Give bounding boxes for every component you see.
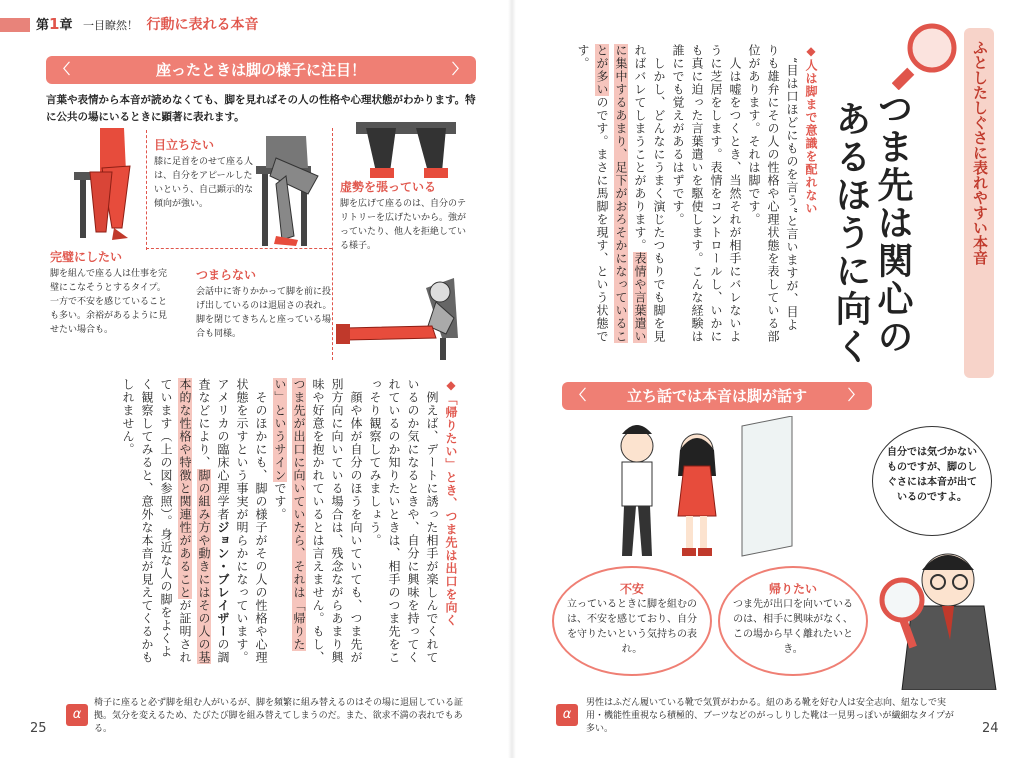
body-paragraph: の調査などにより、 (197, 378, 230, 664)
chapter-title: 行動に表れる本音 (146, 17, 259, 33)
body-paragraph: 例えば、デートに誘った相手が楽しんでくれているのか気になるときや、自分に興味を持ってくれているのか知りたいときは、相手のつま先をこっそり観察してみましょう。 (368, 378, 439, 664)
body-paragraph: が証明されています（上の図参照）。身近な人の脚をよくよく観察してみると、意外な本音が見えてくるかもしれません。 (121, 378, 192, 664)
chapter-number: 1 (49, 15, 60, 33)
caption-show-off (154, 138, 258, 211)
body-paragraph: “目は口ほどにものを言う”と言いますが、目よりも雄弁にその人の性格や心理状態を表している部位があります。それは脚です。 (747, 44, 799, 343)
divider (146, 130, 147, 250)
caption-text: 会話中に寄りかかって脚を前に投げ出しているのは退屈さの表れ。脚を閉じてきちんと座っている場合も同様。 (196, 287, 332, 339)
caption-title: 目立ちたい (154, 138, 215, 152)
magnifier-icon (892, 20, 962, 90)
body-paragraph: です。 (273, 482, 287, 521)
wide-legs-figure (346, 122, 476, 182)
body-bold: ジョン・ブレイザー (216, 521, 230, 638)
standing-couple-illustration (592, 416, 812, 566)
bubble-title: 不安 (619, 582, 644, 596)
footer-note: 男性はふだん履いている靴で気質がわかる。紐のある靴を好む人は安全志向、紐なしで実用・機能性重視なら積極的、ブーツなどのがっしりした靴は一見男っぽいが繊細なタイプが多い。 (586, 698, 954, 734)
plus-alpha-badge: α (66, 704, 88, 726)
body-highlight: 脚の組み方や動きにはその人の基本的な性格や特徴と関連性があること (178, 378, 211, 664)
bubble-text: 立っているときに脚を組むのは、不安を感じており、自分を守りたいという気持ちの表れ。 (567, 599, 697, 655)
ankle-on-knee-figure (246, 136, 326, 254)
sitting-illustrations (46, 128, 476, 360)
slouching-figure (336, 278, 476, 360)
caption-perfectionist (50, 250, 172, 337)
caption-bluff (340, 180, 474, 253)
chapter-suffix: 章 (59, 18, 73, 33)
caption-text: 脚を組んで座る人は仕事を完璧にこなそうとするタイプ。一方で不安を感じていることも多い。余裕があるように見せたい場合も。 (50, 269, 168, 335)
bubble-anxiety (552, 566, 712, 676)
body-highlight: つま先が出口に向いていたら、それは「帰りたい」というサイン (273, 378, 306, 651)
right-body-text (520, 44, 820, 344)
plus-alpha-badge: α (556, 704, 578, 726)
chapter-header (36, 14, 259, 34)
caption-text: 脚を広げて座るのは、自分のテリトリーを広げたいから。強がっていたり、他人を拒絶している様子。 (340, 199, 467, 251)
divider (332, 128, 333, 360)
body-paragraph: 顔や体が自分のほうを向いていても、つま先が別方向に向いている場合は、残念ながらあまり興味や好意を抱かれているとは言えません。もし、 (311, 378, 363, 664)
left-body-text (50, 378, 460, 668)
bubble-want-to-leave (718, 566, 868, 676)
section-banner-standing: 〈 立ち話では本音は脚が話す 〉 (562, 382, 872, 410)
page-number: 24 (982, 721, 999, 736)
page-number: 25 (30, 721, 47, 736)
speech-bubble: 自分では気づかないものですが、脚のしぐさには本音が出ているのですよ。 (872, 426, 992, 536)
body-paragraph: しかし、どんなにうまく演じたつもりでも脚を見ればバレてしまうことがあります。 (633, 44, 666, 343)
right-page (512, 0, 1024, 758)
chapter-sub: 一目瞭然！ (83, 19, 138, 32)
body-heading: ◆人は脚まで意識を配れない (804, 44, 818, 215)
footer-note: 椅子に座ると必ず脚を組む人がいるが、脚を頻繁に組み替えるのはその場に退屈している証拠。気分を変えるため、たびたび脚を組み替えてしまうのだ。また、欲求不満の表れでもある。 (94, 698, 464, 734)
caption-title: 完璧にしたい (50, 250, 123, 264)
body-paragraph: 人は嘘をつくとき、当然それが相手にバレないように芝居をします。表情をコントロールし、いかにも真に迫った言葉遣いを駆使します。こんな経験は誰にでも覚えがあるはずです。 (671, 44, 742, 343)
caption-title: つまらない (196, 268, 257, 282)
bubble-title: 帰りたい (768, 582, 817, 596)
chapter-marker (0, 18, 30, 32)
body-paragraph: のです。まさに馬脚を現す、という状態です。 (576, 44, 609, 343)
body-heading: ◆「帰りたい」とき、つま先は出口を向く (444, 378, 458, 627)
detective-man-illustration (872, 540, 1012, 690)
bubble-text: つま先が出口を向いているのは、相手に興味がなく、この場から早く離れたいとき。 (733, 599, 853, 655)
divider (146, 248, 332, 249)
section-banner-sitting: 〈 座ったときは脚の様子に注目！ 〉 (46, 56, 476, 84)
body-highlight: 表情や言葉遣いに集中するあまり、足下がおろそかになっていることが多い (595, 44, 647, 343)
crossed-legs-figure (60, 128, 150, 246)
body-paragraph: そのほかにも、脚の様子がその人の性格や心理状態を示すという事実が明らかになっています。アメリカの臨床心理学者 (216, 378, 268, 664)
intro-text: 言葉や表情から本音が読めなくても、脚を見ればその人の性格や心理状態がわかります。特に公共の場にいるときに顕著に表れます。 (46, 94, 476, 123)
page-title-col1: つま先は関心の (872, 90, 913, 356)
chapter-prefix: 第 (36, 18, 50, 33)
topic-tag-text: ふとしたしぐさに表れやすい本音 (971, 40, 989, 265)
page-title-col2: あるほうに向く (830, 100, 871, 366)
caption-title: 虚勢を張っている (340, 180, 437, 194)
caption-text: 膝に足首をのせて座る人は、自分をアピールしたいという、自己顕示的な傾向が強い。 (154, 157, 254, 209)
caption-bored (196, 268, 336, 341)
